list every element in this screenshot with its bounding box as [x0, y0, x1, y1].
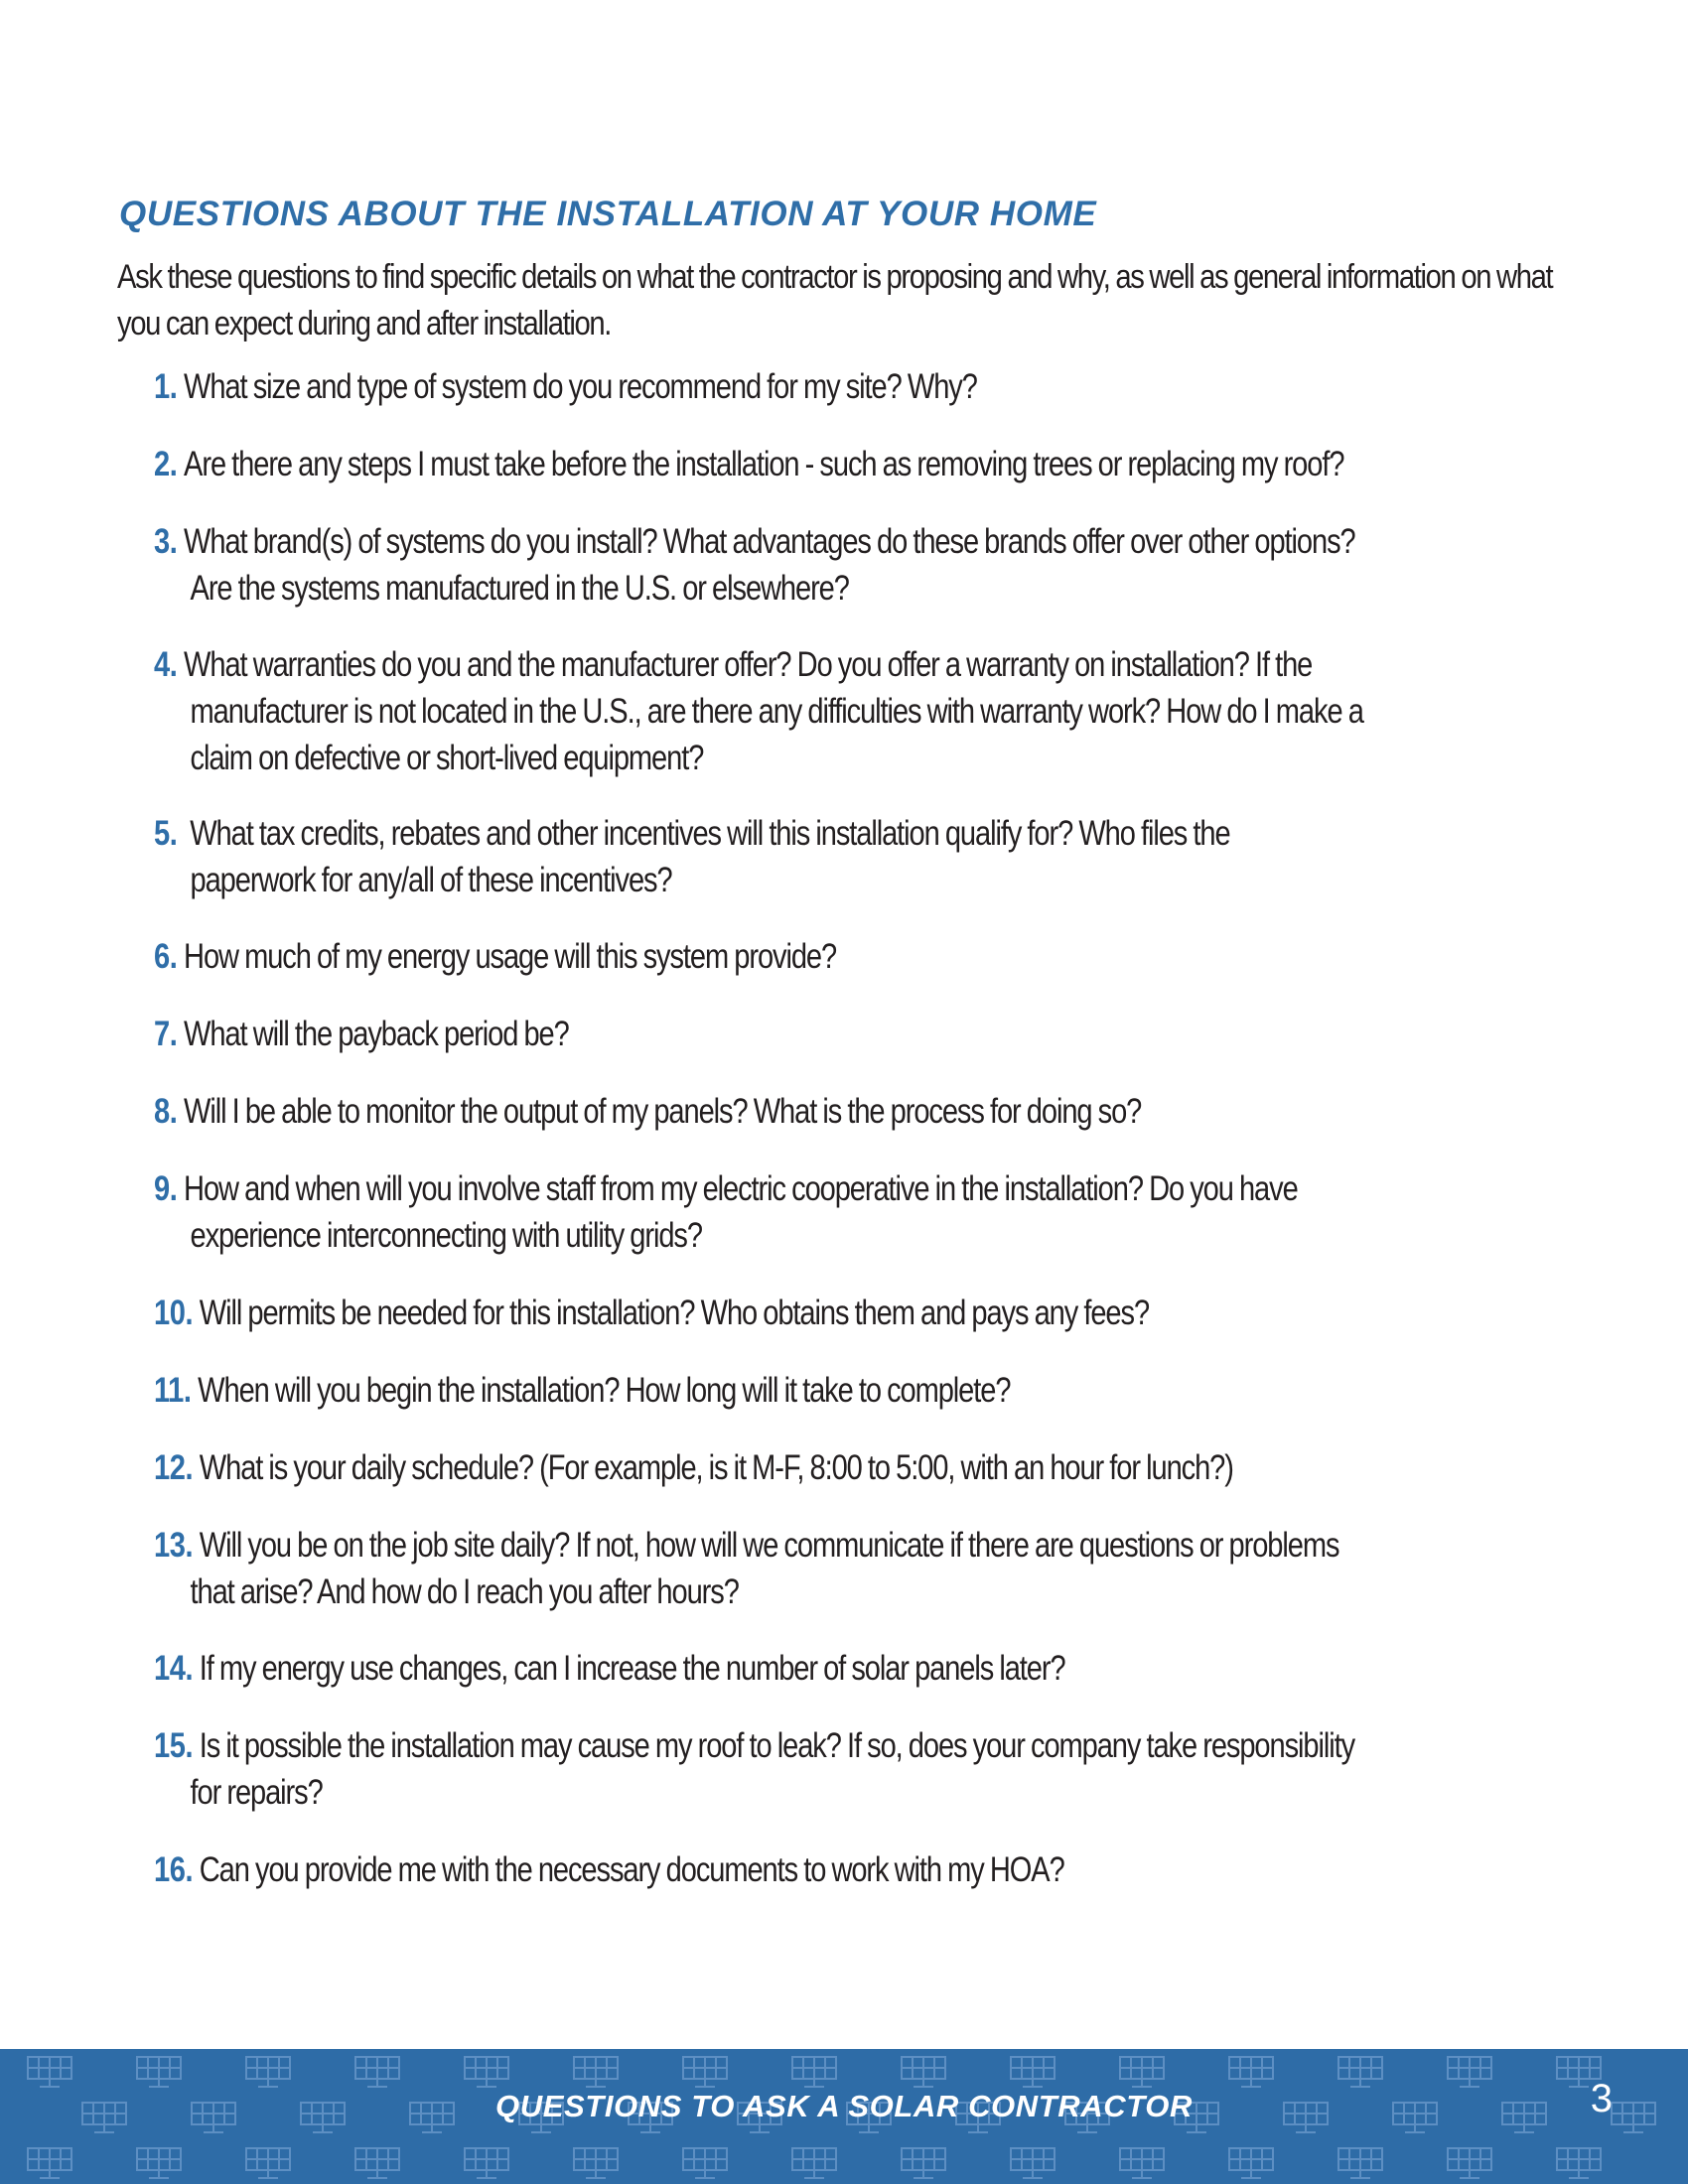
question-number: 8. [154, 1092, 178, 1131]
solar-panel-icon [1229, 2057, 1273, 2087]
question-item [154, 641, 1637, 781]
question-text: Will permits be needed for this installation? Who obtains them and pays any fees? [199, 1294, 1150, 1332]
question-number: 7. [154, 1015, 178, 1053]
question-text-continued: manufacturer is not located in the U.S., are there any difficulties with warranty work? How do I make a [190, 692, 1363, 731]
question-item [154, 1444, 1637, 1491]
question-text: What tax credits, rebates and other incentives will this installation qualify for? Who files the [184, 814, 1230, 853]
solar-panel-icon [683, 2057, 727, 2087]
question-text-continued: experience interconnecting with utility grids? [190, 1216, 702, 1255]
question-item [154, 1645, 1637, 1692]
question-text-continued: for repairs? [190, 1773, 323, 1812]
question-number: 10. [154, 1294, 194, 1332]
solar-panel-icon [355, 2148, 399, 2178]
page-footer [0, 2049, 1688, 2184]
question-item [154, 1846, 1637, 1893]
solar-panel-icon [28, 2148, 71, 2178]
question-item [154, 1011, 1637, 1057]
question-text: What brand(s) of systems do you install? What advantages do these brands offer over other options? [184, 522, 1355, 561]
page-number: 3 [1590, 2077, 1613, 2120]
solar-panel-icon [465, 2148, 508, 2178]
question-item [154, 363, 1637, 410]
solar-panel-icon [902, 2148, 945, 2178]
question-item [154, 1088, 1637, 1135]
question-text-continued: claim on defective or short-lived equipment? [190, 739, 704, 777]
solar-panel-icon [1011, 2148, 1055, 2178]
question-text: What is your daily schedule? (For example, is it M-F, 8:00 to 5:00, with an hour for lunch?) [199, 1448, 1233, 1487]
question-number: 15. [154, 1726, 194, 1765]
solar-panel-icon [683, 2148, 727, 2178]
solar-panel-icon [1120, 2148, 1164, 2178]
solar-panel-icon [574, 2057, 618, 2087]
question-number: 2. [154, 445, 178, 483]
question-text: How and when will you involve staff from my electric cooperative in the installation? Do you have [184, 1169, 1298, 1208]
question-item [154, 810, 1637, 903]
question-text: Are there any steps I must take before the installation - such as removing trees or replacing my roof? [184, 445, 1344, 483]
solar-panel-icon [1448, 2057, 1491, 2087]
question-text: What size and type of system do you recommend for my site? Why? [184, 367, 977, 406]
question-item [154, 518, 1637, 612]
question-number: 14. [154, 1649, 194, 1688]
solar-panel-icon [246, 2148, 290, 2178]
solar-panel-icon [137, 2057, 181, 2087]
question-text: Is it possible the installation may cause my roof to leak? If so, does your company take responsibility [199, 1726, 1355, 1765]
solar-panel-icon [355, 2057, 399, 2087]
question-text: How much of my energy usage will this system provide? [184, 937, 837, 976]
question-text: Will you be on the job site daily? If not, how will we communicate if there are questions or problems [199, 1526, 1339, 1565]
question-text: If my energy use changes, can I increase the number of solar panels later? [199, 1649, 1065, 1688]
solar-panel-icon [28, 2057, 71, 2087]
question-number: 16. [154, 1850, 194, 1889]
question-item [154, 1290, 1637, 1336]
question-item [154, 1722, 1637, 1816]
solar-panel-icon [137, 2148, 181, 2178]
question-number: 5. [154, 814, 178, 853]
question-number: 13. [154, 1526, 194, 1565]
question-number: 11. [154, 1371, 192, 1410]
question-number: 1. [154, 367, 178, 406]
question-item [154, 441, 1637, 487]
section-intro: Ask these questions to find specific details on what the contractor is proposing and why, as well as general information on what you can expect during and after installation. [117, 258, 1553, 342]
solar-panel-icon [1557, 2148, 1601, 2178]
question-number: 6. [154, 937, 178, 976]
question-text-continued: that arise? And how do I reach you after hours? [190, 1572, 739, 1611]
solar-panel-icon [465, 2057, 508, 2087]
question-number: 12. [154, 1448, 194, 1487]
solar-panel-icon [1011, 2057, 1055, 2087]
section-heading: QUESTIONS ABOUT THE INSTALLATION AT YOUR HOME [119, 195, 1097, 233]
question-item [154, 1367, 1637, 1414]
question-number: 4. [154, 645, 178, 684]
question-number: 3. [154, 522, 178, 561]
question-item [154, 1522, 1637, 1615]
solar-panel-icon [1338, 2057, 1382, 2087]
question-number: 9. [154, 1169, 178, 1208]
question-text: Will I be able to monitor the output of my panels? What is the process for doing so? [184, 1092, 1142, 1131]
solar-panel-icon [1338, 2148, 1382, 2178]
solar-panel-icon [1120, 2057, 1164, 2087]
solar-panel-icon [574, 2148, 618, 2178]
question-text-continued: paperwork for any/all of these incentives? [190, 861, 672, 899]
question-item [154, 1165, 1637, 1259]
solar-panel-icon [1229, 2148, 1273, 2178]
solar-panel-icon [902, 2057, 945, 2087]
question-item [154, 933, 1637, 980]
question-text: What warranties do you and the manufacturer offer? Do you offer a warranty on installation? If the [184, 645, 1313, 684]
solar-panel-icon [246, 2057, 290, 2087]
solar-panel-icon [792, 2148, 836, 2178]
footer-title: QUESTIONS TO ASK A SOLAR CONTRACTOR [495, 2089, 1193, 2123]
question-text: Can you provide me with the necessary documents to work with my HOA? [199, 1850, 1064, 1889]
question-text-continued: Are the systems manufactured in the U.S. or elsewhere? [190, 569, 849, 608]
solar-panel-icon [792, 2057, 836, 2087]
question-text: When will you begin the installation? How long will it take to complete? [198, 1371, 1011, 1410]
solar-panel-icon [1448, 2148, 1491, 2178]
question-text: What will the payback period be? [184, 1015, 569, 1053]
